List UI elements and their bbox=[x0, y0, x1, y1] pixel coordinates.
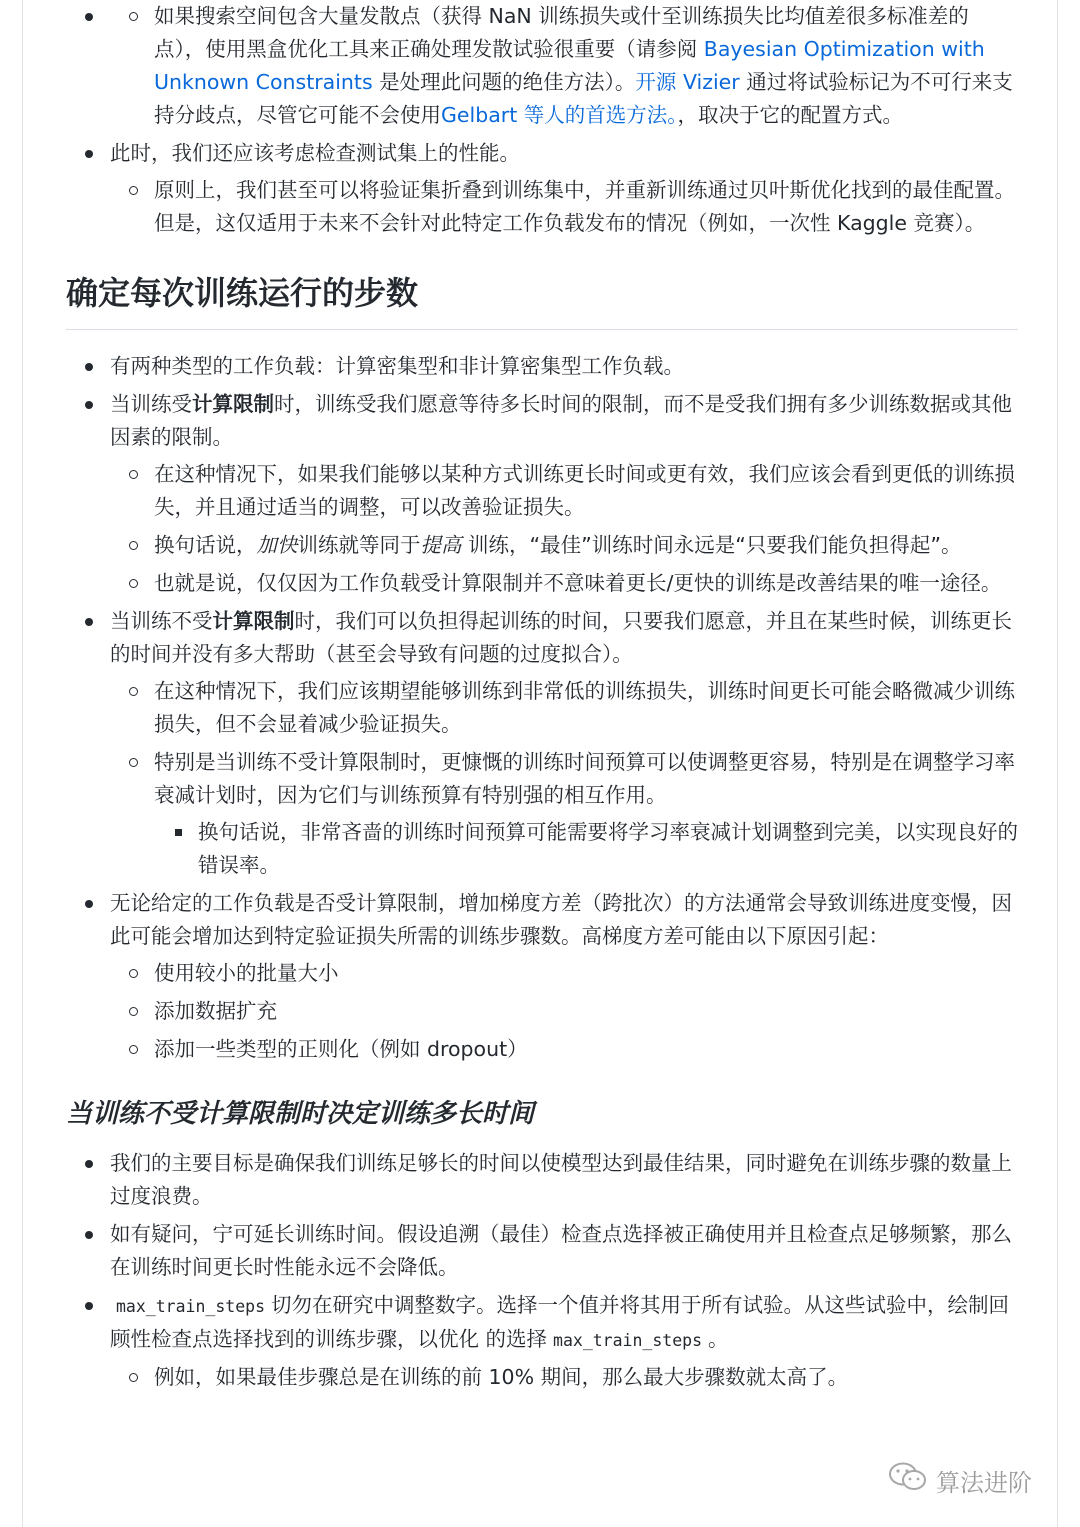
text: 例如，如果最佳步骤总是在训练的前 10% 期间，那么最大步骤数就太高了。 bbox=[154, 1365, 849, 1389]
text: 在这种情况下，如果我们能够以某种方式训练更长时间或更有效，我们应该会看到更低的训练损失，并且通过适当的调整，可以改善验证损失。 bbox=[154, 462, 1015, 519]
list-item bbox=[154, 816, 1018, 882]
text: 时，我们可以负担得起训练的时间，只要我们愿意，并且在某些时候，训练更长的时间并没有多大帮助（甚至会导致有问题的过度拟合）。 bbox=[110, 609, 1012, 666]
list-item bbox=[110, 995, 1018, 1028]
heading-part: 计算限制时决定训练多长时间 bbox=[196, 1099, 535, 1129]
divergent-text-4: ，取决于它的配置方式。 bbox=[677, 103, 904, 127]
text: 添加数据扩充 bbox=[154, 999, 277, 1023]
article-content bbox=[66, 0, 1018, 1399]
divergent-text-1: 如果搜索空间包含大量发散点（获得 NaN 训练损失或什至训练损失比均值差很多标准差的点），使用黑盒优化工具来正确处理发散试验很重要（请参阅 bbox=[154, 4, 969, 61]
list-item bbox=[110, 1361, 1018, 1394]
sublist bbox=[154, 816, 1018, 882]
text: 如有疑问，宁可延长训练时间。假设追溯（最佳）检查点选择被正确使用并且检查点足够频繁，那么在训练时间更长时性能永远不会降低。 bbox=[110, 1222, 1012, 1279]
sublist bbox=[110, 458, 1018, 600]
text: 切勿在研究中调整数字。选择一个值并将其用于所有试验。从这些试验中，绘制回顾性检查点选择找到的训练步骤，以优化 的选择 bbox=[110, 1293, 1010, 1351]
sublist bbox=[110, 675, 1018, 882]
section-heading-steps: 确定每次训练运行的步数 bbox=[66, 271, 1018, 330]
list-item bbox=[110, 675, 1018, 741]
sublist bbox=[110, 174, 1018, 240]
top-list bbox=[66, 0, 1018, 240]
inline-code: max_train_steps bbox=[553, 1331, 703, 1350]
text: 在这种情况下，我们应该期望能够训练到非常低的训练损失，训练时间更长可能会略微减少训练损失，但不会显着减少验证损失。 bbox=[154, 679, 1015, 736]
list-item bbox=[110, 529, 1018, 562]
gelbart-link[interactable]: Gelbart 等人的首选方法。 bbox=[441, 103, 678, 127]
text: 我们的主要目标是确保我们训练足够长的时间以使模型达到最佳结果，同时避免在训练步骤的数量上过度浪费。 bbox=[110, 1151, 1012, 1208]
sublist bbox=[110, 1361, 1018, 1394]
sublist bbox=[110, 0, 1018, 132]
list-item bbox=[66, 1218, 1018, 1284]
list-item bbox=[66, 137, 1018, 240]
list-item bbox=[66, 1147, 1018, 1213]
list-item bbox=[110, 957, 1018, 990]
bold-text: 计算限制 bbox=[212, 609, 295, 633]
text: 训练，“最佳”训练时间永远是“只要我们能负担得起”。 bbox=[461, 533, 962, 557]
text: 。 bbox=[708, 1327, 729, 1351]
list-item-continued bbox=[66, 0, 1018, 132]
list-item bbox=[110, 746, 1018, 882]
list-item bbox=[66, 605, 1018, 882]
steps-list bbox=[66, 350, 1018, 1066]
workload-types-text: 有两种类型的工作负载：计算密集型和非计算密集型工作负载。 bbox=[110, 354, 684, 378]
sublist bbox=[110, 957, 1018, 1066]
text: 添加一些类型的正则化（例如 dropout） bbox=[154, 1037, 528, 1061]
list-item bbox=[110, 0, 1018, 132]
text: 训练就等同于 bbox=[297, 533, 421, 557]
italic-text: 加快 bbox=[256, 533, 298, 557]
wechat-icon bbox=[888, 1461, 928, 1499]
section-heading-duration bbox=[66, 1095, 1018, 1133]
divergent-text-2: 是处理此问题的绝佳方法）。 bbox=[372, 70, 636, 94]
text: 当训练不受 bbox=[110, 609, 213, 633]
watermark bbox=[888, 1460, 1032, 1500]
text: 时，训练受我们愿意等待多长时间的限制，而不是受我们拥有多少训练数据或其他因素的限制。 bbox=[110, 392, 1012, 449]
text: 换句话说， bbox=[154, 533, 257, 557]
text: 无论给定的工作负载是否受计算限制，增加梯度方差（跨批次）的方法通常会导致训练进度变慢，因此可能会增加达到特定验证损失所需的训练步骤数。高梯度方差可能由以下原因引起： bbox=[110, 891, 1012, 948]
bayesian-constraints-link[interactable]: Bayesian Optimization with Unknown Constraints bbox=[154, 37, 985, 94]
list-item bbox=[66, 887, 1018, 1066]
text: 换句话说，非常吝啬的训练时间预算可能需要将学习率衰减计划调整到完美，以实现良好的错误率。 bbox=[198, 820, 1018, 877]
duration-list bbox=[66, 1147, 1018, 1394]
heading-part: 当训练 bbox=[66, 1099, 145, 1129]
bold-text: 计算限制 bbox=[192, 392, 274, 416]
heading-part: 不受 bbox=[144, 1099, 197, 1129]
watermark-text: 算法进阶 bbox=[936, 1468, 1032, 1497]
list-item bbox=[110, 1033, 1018, 1066]
open-vizier-link[interactable]: 开源 Vizier bbox=[635, 70, 740, 94]
list-item bbox=[66, 350, 1018, 383]
italic-text: 提高 bbox=[420, 533, 462, 557]
list-item bbox=[110, 567, 1018, 600]
list-item bbox=[66, 1289, 1018, 1394]
list-item bbox=[66, 388, 1018, 600]
inline-code: max_train_steps bbox=[116, 1297, 266, 1316]
text: 也就是说，仅仅因为工作负载受计算限制并不意味着更长/更快的训练是改善结果的唯一途径。 bbox=[154, 571, 1002, 595]
text: 使用较小的批量大小 bbox=[154, 961, 339, 985]
fold-validation-text: 原则上，我们甚至可以将验证集折叠到训练集中，并重新训练通过贝叶斯优化找到的最佳配置。但是，这仅适用于未来不会针对此特定工作负载发布的情况（例如，一次性 Kaggle 竞赛）。 bbox=[154, 178, 1015, 235]
divergent-text-3: 通过将试验标记为不可行来支持分歧点，尽管它可能不会使用 bbox=[154, 70, 1013, 127]
list-item bbox=[110, 174, 1018, 240]
text: 特别是当训练不受计算限制时，更慷慨的训练时间预算可以使调整更容易，特别是在调整学习率衰减计划时，因为它们与训练预算有特别强的相互作用。 bbox=[154, 750, 1015, 807]
list-item bbox=[110, 458, 1018, 524]
test-set-text: 此时，我们还应该考虑检查测试集上的性能。 bbox=[110, 141, 520, 165]
text: 当训练受 bbox=[110, 392, 192, 416]
